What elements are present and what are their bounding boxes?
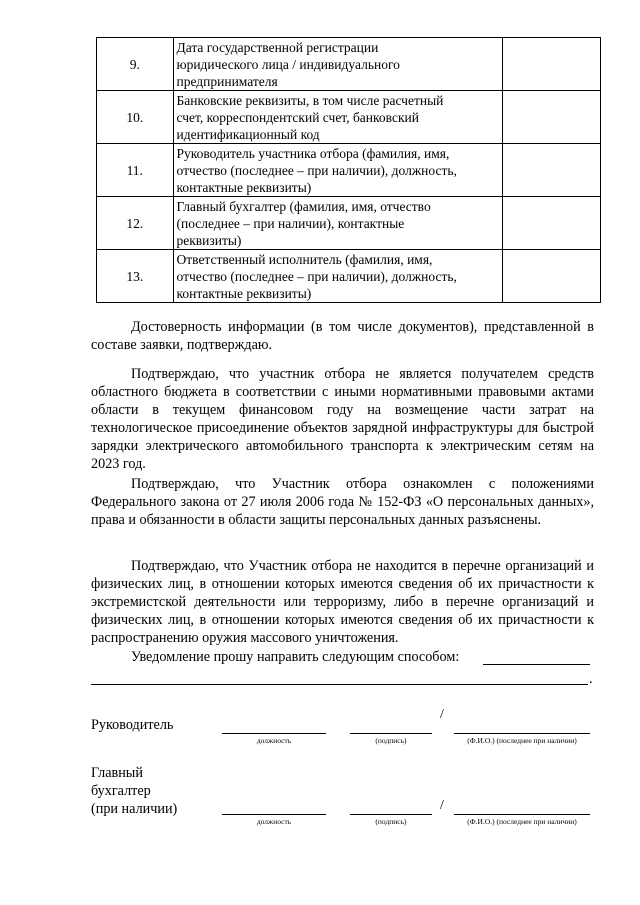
head-signature-line[interactable] <box>350 733 432 734</box>
paragraph-personal-data: Подтверждаю, что Участник отбора ознакомлен с положениями Федерального закона от 27 июля 2006 года № 152-ФЗ «О персональных данных», права и обязанности в области защиты персональных данных разъяснены. <box>91 476 594 529</box>
row-number: 9. <box>97 38 174 91</box>
accountant-slash: / <box>440 798 444 813</box>
row-value-cell[interactable] <box>502 144 600 197</box>
head-slash: / <box>440 707 444 722</box>
row-value-cell[interactable] <box>502 197 600 250</box>
head-position-line[interactable] <box>222 733 326 734</box>
head-label: Руководитель <box>91 717 174 733</box>
accountant-label: Главный бухгалтер (при наличии) <box>91 765 178 817</box>
paragraph-reliability: Достоверность информации (в том числе документов), представленной в составе заявки, подтверждаю. <box>91 319 594 354</box>
head-name-line[interactable] <box>454 733 590 734</box>
accountant-name-line[interactable] <box>454 814 590 815</box>
accountant-signature-line[interactable] <box>350 814 432 815</box>
row-label: Главный бухгалтер (фамилия, имя, отчество (последнее – при наличии), контактные реквизиты) <box>173 197 502 250</box>
row-label: Банковские реквизиты, в том числе расчетный счет, корреспондентский счет, банковский идентификационный код <box>173 91 502 144</box>
row-label: Ответственный исполнитель (фамилия, имя, отчество (последнее – при наличии), должность, контактные реквизиты) <box>173 250 502 303</box>
paragraph-not-in-list: Подтверждаю, что Участник отбора не находится в перечне организаций и физических лиц, в отношении которых имеются сведения об их причастности к экстремистской деятельности или терроризму, либо в перечне организаций и физических лиц, в отношении которых имеются сведения об их причастности к распространению оружия массового уничтожения. <box>91 558 594 647</box>
table-row <box>97 144 601 197</box>
table-row <box>97 197 601 250</box>
row-value-cell[interactable] <box>502 38 600 91</box>
table-row <box>97 91 601 144</box>
row-number: 11. <box>97 144 174 197</box>
row-label: Руководитель участника отбора (фамилия, имя, отчество (последнее – при наличии), должность, контактные реквизиты) <box>173 144 502 197</box>
notification-input-line-2[interactable] <box>91 684 588 685</box>
paragraph-not-recipient: Подтверждаю, что участник отбора не является получателем средств областного бюджета в соответствии с иными нормативными правовыми актами области в текущем финансовом году на возмещение части затрат на технологическое присоединение объектов зарядной инфраструктуры для быстрой зарядки электрического автомобильного транспорта к электрическим сетям на 2023 год. <box>91 366 594 473</box>
notification-text: Уведомление прошу направить следующим способом: <box>131 649 460 665</box>
row-number: 12. <box>97 197 174 250</box>
row-value-cell[interactable] <box>502 250 600 303</box>
accountant-position-line[interactable] <box>222 814 326 815</box>
head-name-caption: (Ф.И.О.) (последнее при наличии) <box>467 736 577 745</box>
notification-input-line[interactable] <box>483 664 590 665</box>
row-value-cell[interactable] <box>502 91 600 144</box>
row-number: 13. <box>97 250 174 303</box>
row-label: Дата государственной регистрации юридического лица / индивидуального предпринимателя <box>173 38 502 91</box>
head-signature-caption: (подпись) <box>375 736 407 745</box>
info-table <box>96 37 601 303</box>
accountant-signature-caption: (подпись) <box>375 817 407 826</box>
accountant-position-caption: должность <box>256 817 292 826</box>
table-row <box>97 38 601 91</box>
accountant-name-caption: (Ф.И.О.) (последнее при наличии) <box>467 817 577 826</box>
head-position-caption: должность <box>256 736 292 745</box>
row-number: 10. <box>97 91 174 144</box>
notification-end-dot: . <box>589 671 593 687</box>
table-row <box>97 250 601 303</box>
